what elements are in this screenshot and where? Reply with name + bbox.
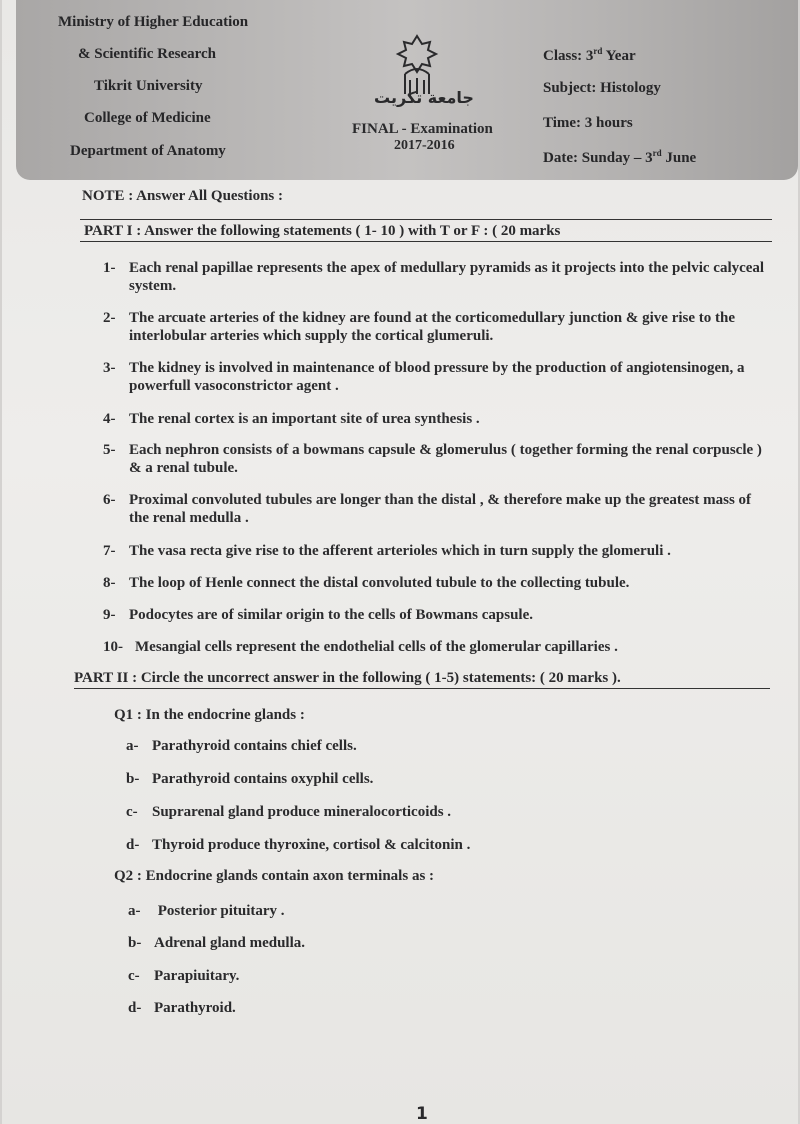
exam-year: 2017-2016 [394,138,455,153]
research-line: & Scientific Research [78,46,217,62]
college-line: College of Medicine [84,110,211,126]
department-line: Department of Anatomy [70,143,226,159]
class-line: Class: 3rd Year [543,46,636,64]
question-option: a- Parathyroid contains chief cells. [126,738,357,754]
exam-paper: Ministry of Higher Education & Scientific Research Tikrit University College of Medicine Department of Anatomy جامعة تكريت FINAL - Examination 2017-2016 Class: 3rd Year Subject: Histology Time: 3 hours Date: Sunday – 3rd June NOTE : Answer All Questions : PART I : Answer the following statements ( 1- 10 ) with T or F : ( 20 marks 1- Each renal papillae represents the apex of medullary pyramids as it projects into the pelvic calyceal system. 2- The arcuate arteries of the kidney are found at the corticomedullary junction & give rise to the interlobular arteries which supply the cortical glumeruli. 3- The kidney is involved in maintenance of blood pressure by the production of angiotensinogen, a powerfull vasoconstrictor agent . 4- The renal cortex is an important site of urea synthesis . 5- Each nephron consists of a bowmans capsule & glomerulus ( together forming the renal corpuscle ) & a renal tubule. 6- Proximal convoluted tubules are longer than the distal , & therefore make up the greatest mass of the renal medulla . 7- The vasa recta give rise to the afferent arterioles which in turn supply the glomeruli . 8- The loop of Henle connect the distal convoluted tubule to the collecting tubule. 9- Podocytes are of similar origin to the cells of Bowmans capsule. 10- Mesangial cells represent the endothelial cells of the glomerular capillaries . PART II : Circle the uncorrect answer in the following ( 1-5) statements: ( 20 marks ). Q1 : In the endocrine glands : a- Parathyroid contains chief cells. b- Parathyroid contains oxyphil cells. c- Suprarenal gland produce mineralocorticoids . d- Thyroid produce thyroxine, cortisol & calcitonin . Q2 : Endocrine glands contain axon terminals as : a- Posterior pituitary . b- Adrenal gland medulla. c- Parapiuitary. d- Parathyroid. 1 [2,0,798,1124]
question-option: b- Adrenal gland medulla. [128,935,306,951]
part2-rule [74,688,770,689]
question-option: c- Suprarenal gland produce mineralocorticoids . [126,804,452,820]
question-option: b- Parathyroid contains oxyphil cells. [126,771,374,787]
part2-title: PART II : Circle the uncorrect answer in the following ( 1-5) statements: ( 20 marks ). [74,670,621,686]
date-line: Date: Sunday – 3rd June [543,148,697,166]
exam-title: FINAL - Examination [352,121,493,137]
question-option: a- Posterior pituitary . [128,903,285,919]
question-1-title: Q1 : In the endocrine glands : [114,707,305,723]
note-line: NOTE : Answer All Questions : [82,188,283,204]
question-option: d- Thyroid produce thyroxine, cortisol & calcitonin . [126,837,471,853]
question-option: c- Parapiuitary. [128,968,240,984]
subject-line: Subject: Histology [543,80,661,96]
part1-top-rule [80,219,772,220]
university-line: Tikrit University [94,78,203,94]
ministry-line: Ministry of Higher Education [58,14,249,30]
question-2-title: Q2 : Endocrine glands contain axon terminals as : [114,868,435,884]
page-number: 1 [416,1104,428,1124]
logo-arabic-text: جامعة تكريت [374,88,474,107]
part1-bottom-rule [80,241,772,242]
part1-title: PART I : Answer the following statements ( 1- 10 ) with T or F : ( 20 marks [84,223,561,239]
question-option: d- Parathyroid. [128,1000,236,1016]
time-line: Time: 3 hours [543,115,633,131]
